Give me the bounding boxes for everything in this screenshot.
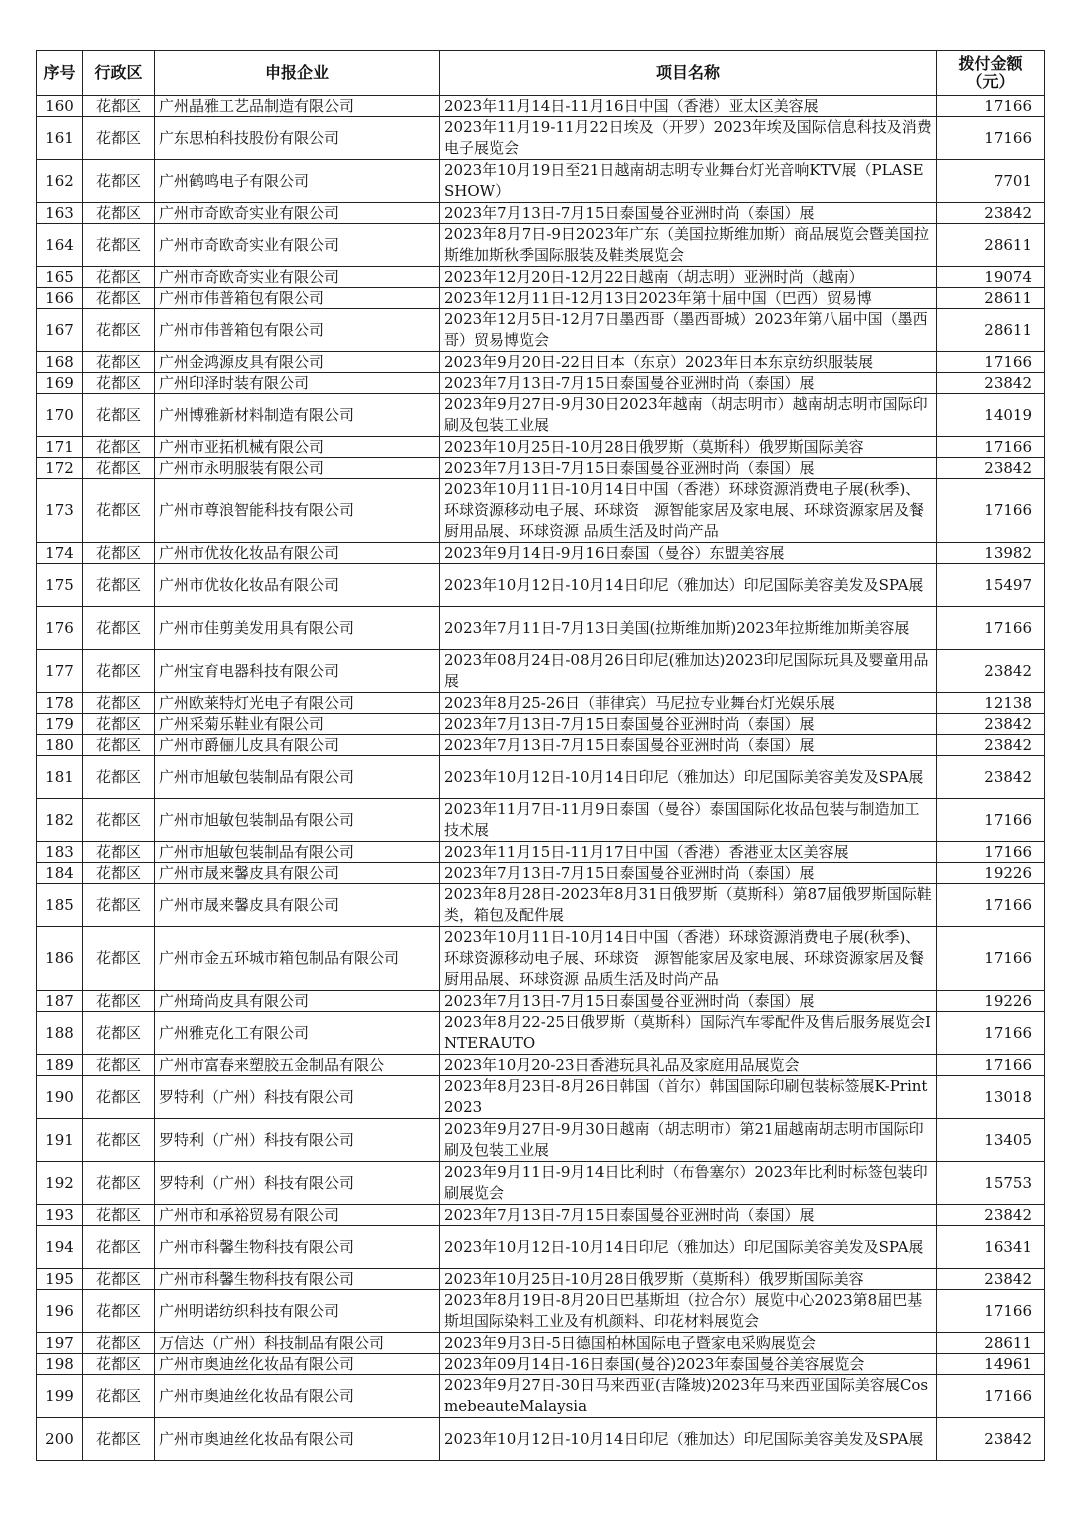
cell-project: 2023年9月27日-9月30日越南（胡志明市）第21届越南胡志明市国际印刷及包装工业展: [440, 1119, 937, 1162]
cell-company: 广州市旭敏包装制品有限公司: [155, 756, 440, 799]
cell-district: 花都区: [83, 842, 155, 863]
table-row: [37, 1162, 1045, 1205]
cell-amount: 23842: [937, 1418, 1045, 1461]
cell-company: 广州欧莱特灯光电子有限公司: [155, 693, 440, 714]
table-row: [37, 927, 1045, 991]
cell-district: 花都区: [83, 373, 155, 394]
table-row: [37, 543, 1045, 564]
cell-project: 2023年7月11日-7月13日美国(拉斯维加斯)2023年拉斯维加斯美容展: [440, 607, 937, 650]
cell-project: 2023年10月12日-10月14日印尼（雅加达）印尼国际美容美发及SPA展: [440, 1226, 937, 1269]
table-row: [37, 884, 1045, 927]
cell-serial: 162: [37, 160, 83, 203]
table-row: [37, 1354, 1045, 1375]
table-row: [37, 607, 1045, 650]
cell-project: 2023年7月13日-7月15日泰国曼谷亚洲时尚（泰国）展: [440, 714, 937, 735]
cell-company: 广州采菊乐鞋业有限公司: [155, 714, 440, 735]
cell-project: 2023年10月25日-10月28日俄罗斯（莫斯科）俄罗斯国际美容: [440, 437, 937, 458]
cell-amount: 23842: [937, 458, 1045, 479]
cell-district: 花都区: [83, 564, 155, 607]
cell-district: 花都区: [83, 160, 155, 203]
cell-amount: 28611: [937, 1333, 1045, 1354]
cell-project: 2023年11月14日-11月16日中国（香港）亚太区美容展: [440, 96, 937, 117]
table-body: [37, 96, 1045, 1461]
table-row: [37, 1375, 1045, 1418]
cell-district: 花都区: [83, 1226, 155, 1269]
cell-company: 罗特利（广州）科技有限公司: [155, 1076, 440, 1119]
cell-amount: 17166: [937, 352, 1045, 373]
table-row: [37, 1290, 1045, 1333]
table-row: [37, 479, 1045, 543]
cell-company: 广州市奇欧奇实业有限公司: [155, 203, 440, 224]
cell-serial: 184: [37, 863, 83, 884]
cell-district: 花都区: [83, 650, 155, 693]
cell-serial: 180: [37, 735, 83, 756]
cell-company: 广州琦尚皮具有限公司: [155, 991, 440, 1012]
table-row: [37, 1418, 1045, 1461]
cell-amount: 17166: [937, 1055, 1045, 1076]
cell-company: 广州金鸿源皮具有限公司: [155, 352, 440, 373]
cell-district: 花都区: [83, 1012, 155, 1055]
cell-district: 花都区: [83, 1205, 155, 1226]
cell-amount: 23842: [937, 203, 1045, 224]
table-row: [37, 267, 1045, 288]
table-row: [37, 437, 1045, 458]
table-row: [37, 394, 1045, 437]
cell-amount: 13018: [937, 1076, 1045, 1119]
cell-serial: 164: [37, 224, 83, 267]
cell-amount: 19226: [937, 863, 1045, 884]
cell-project: 2023年10月20-23日香港玩具礼品及家庭用品展览会: [440, 1055, 937, 1076]
cell-serial: 197: [37, 1333, 83, 1354]
cell-serial: 191: [37, 1119, 83, 1162]
cell-district: 花都区: [83, 224, 155, 267]
cell-company: 广州市晟来馨皮具有限公司: [155, 863, 440, 884]
table-row: [37, 352, 1045, 373]
cell-company: 广州市奥迪丝化妆品有限公司: [155, 1375, 440, 1418]
cell-district: 花都区: [83, 1119, 155, 1162]
cell-company: 广州市永明服装有限公司: [155, 458, 440, 479]
cell-project: 2023年7月13日-7月15日泰国曼谷亚洲时尚（泰国）展: [440, 373, 937, 394]
cell-project: 2023年8月25-26日（菲律宾）马尼拉专业舞台灯光娱乐展: [440, 693, 937, 714]
table-row: [37, 1205, 1045, 1226]
cell-company: 广州宝育电器科技有限公司: [155, 650, 440, 693]
cell-district: 花都区: [83, 927, 155, 991]
cell-district: 花都区: [83, 1354, 155, 1375]
cell-serial: 186: [37, 927, 83, 991]
cell-serial: 176: [37, 607, 83, 650]
cell-amount: 23842: [937, 756, 1045, 799]
cell-serial: 177: [37, 650, 83, 693]
cell-project: 2023年10月11日-10月14日中国（香港）环球资源消费电子展(秋季)、环球资源移动电子展、环球资 源智能家居及家电展、环球资源家居及餐厨用品展、环球资源 品质生活及时尚产品: [440, 479, 937, 543]
cell-project: 2023年7月13日-7月15日泰国曼谷亚洲时尚（泰国）展: [440, 735, 937, 756]
cell-project: 2023年11月19-11月22日埃及（开罗）2023年埃及国际信息科技及消费电子展览会: [440, 117, 937, 160]
cell-company: 广州市晟来馨皮具有限公司: [155, 884, 440, 927]
cell-amount: 17166: [937, 1012, 1045, 1055]
cell-project: 2023年10月25日-10月28日俄罗斯（莫斯科）俄罗斯国际美容: [440, 1269, 937, 1290]
cell-district: 花都区: [83, 267, 155, 288]
table-row: [37, 735, 1045, 756]
cell-district: 花都区: [83, 799, 155, 842]
cell-district: 花都区: [83, 1333, 155, 1354]
cell-district: 花都区: [83, 756, 155, 799]
cell-district: 花都区: [83, 863, 155, 884]
cell-company: 罗特利（广州）科技有限公司: [155, 1119, 440, 1162]
cell-serial: 199: [37, 1375, 83, 1418]
cell-company: 广东思柏科技股份有限公司: [155, 117, 440, 160]
table-row: [37, 1076, 1045, 1119]
cell-project: 2023年9月27日-9月30日2023年越南（胡志明市）越南胡志明市国际印刷及包装工业展: [440, 394, 937, 437]
cell-amount: 17166: [937, 1290, 1045, 1333]
cell-project: 2023年8月7日-9日2023年广东（美国拉斯维加斯）商品展览会暨美国拉斯维加斯秋季国际服装及鞋类展览会: [440, 224, 937, 267]
table-row: [37, 458, 1045, 479]
cell-company: 广州市尊浪智能科技有限公司: [155, 479, 440, 543]
cell-company: 广州市亚拓机械有限公司: [155, 437, 440, 458]
document-page: [36, 50, 1044, 1461]
cell-district: 花都区: [83, 991, 155, 1012]
cell-project: 2023年9月14日-9月16日泰国（曼谷）东盟美容展: [440, 543, 937, 564]
cell-project: 2023年7月13日-7月15日泰国曼谷亚洲时尚（泰国）展: [440, 863, 937, 884]
cell-company: 广州晶雅工艺品制造有限公司: [155, 96, 440, 117]
cell-serial: 190: [37, 1076, 83, 1119]
table-row: [37, 1055, 1045, 1076]
cell-district: 花都区: [83, 1055, 155, 1076]
cell-company: 广州市科馨生物科技有限公司: [155, 1226, 440, 1269]
cell-serial: 195: [37, 1269, 83, 1290]
cell-company: 广州市优妆化妆品有限公司: [155, 543, 440, 564]
cell-project: 2023年7月13日-7月15日泰国曼谷亚洲时尚（泰国）展: [440, 1205, 937, 1226]
cell-company: 广州市科馨生物科技有限公司: [155, 1269, 440, 1290]
cell-project: 2023年7月13日-7月15日泰国曼谷亚洲时尚（泰国）展: [440, 458, 937, 479]
cell-company: 广州市优妆化妆品有限公司: [155, 564, 440, 607]
cell-project: 2023年08月24日-08月26日印尼(雅加达)2023印尼国际玩具及婴童用品展: [440, 650, 937, 693]
cell-company: 广州市奥迪丝化妆品有限公司: [155, 1354, 440, 1375]
header-company: 申报企业: [155, 51, 440, 96]
header-project: 项目名称: [440, 51, 937, 96]
cell-district: 花都区: [83, 458, 155, 479]
cell-district: 花都区: [83, 437, 155, 458]
cell-amount: 17166: [937, 842, 1045, 863]
cell-serial: 171: [37, 437, 83, 458]
table-row: [37, 160, 1045, 203]
cell-project: 2023年10月11日-10月14日中国（香港）环球资源消费电子展(秋季)、环球资源移动电子展、环球资 源智能家居及家电展、环球资源家居及餐厨用品展、环球资源 品质生活及时尚产品: [440, 927, 937, 991]
table-row: [37, 564, 1045, 607]
cell-serial: 173: [37, 479, 83, 543]
cell-district: 花都区: [83, 607, 155, 650]
cell-district: 花都区: [83, 884, 155, 927]
cell-serial: 163: [37, 203, 83, 224]
cell-amount: 16341: [937, 1226, 1045, 1269]
cell-company: 广州市和承裕贸易有限公司: [155, 1205, 440, 1226]
cell-serial: 185: [37, 884, 83, 927]
cell-project: 2023年8月19日-8月20日巴基斯坦（拉合尔）展览中心2023第8届巴基斯坦国际染料工业及有机颜料、印花材料展览会: [440, 1290, 937, 1333]
cell-project: 2023年9月3日-5日德国柏林国际电子暨家电采购展览会: [440, 1333, 937, 1354]
cell-serial: 172: [37, 458, 83, 479]
cell-company: 广州鹤鸣电子有限公司: [155, 160, 440, 203]
cell-amount: 23842: [937, 1205, 1045, 1226]
cell-district: 花都区: [83, 288, 155, 309]
cell-amount: 28611: [937, 309, 1045, 352]
cell-serial: 174: [37, 543, 83, 564]
cell-serial: 168: [37, 352, 83, 373]
cell-amount: 12138: [937, 693, 1045, 714]
cell-serial: 193: [37, 1205, 83, 1226]
table-row: [37, 799, 1045, 842]
table-row: [37, 1119, 1045, 1162]
cell-amount: 7701: [937, 160, 1045, 203]
cell-serial: 196: [37, 1290, 83, 1333]
cell-project: 2023年7月13日-7月15日泰国曼谷亚洲时尚（泰国）展: [440, 203, 937, 224]
cell-company: 广州市旭敏包装制品有限公司: [155, 799, 440, 842]
cell-district: 花都区: [83, 117, 155, 160]
cell-project: 2023年8月23日-8月26日韩国（首尔）韩国国际印刷包装标签展K-Print2023: [440, 1076, 937, 1119]
cell-serial: 167: [37, 309, 83, 352]
cell-amount: 17166: [937, 607, 1045, 650]
table-row: [37, 650, 1045, 693]
cell-amount: 13982: [937, 543, 1045, 564]
cell-project: 2023年7月13日-7月15日泰国曼谷亚洲时尚（泰国）展: [440, 991, 937, 1012]
cell-serial: 194: [37, 1226, 83, 1269]
table-row: [37, 224, 1045, 267]
cell-serial: 192: [37, 1162, 83, 1205]
cell-amount: 28611: [937, 288, 1045, 309]
cell-company: 广州市伟普箱包有限公司: [155, 309, 440, 352]
cell-project: 2023年10月19日至21日越南胡志明专业舞台灯光音响KTV展（PLASESHOW）: [440, 160, 937, 203]
cell-project: 2023年11月15日-11月17日中国（香港）香港亚太区美容展: [440, 842, 937, 863]
cell-project: 2023年10月12日-10月14日印尼（雅加达）印尼国际美容美发及SPA展: [440, 756, 937, 799]
table-row: [37, 1226, 1045, 1269]
cell-amount: 23842: [937, 650, 1045, 693]
cell-district: 花都区: [83, 309, 155, 352]
cell-serial: 182: [37, 799, 83, 842]
cell-amount: 23842: [937, 714, 1045, 735]
cell-serial: 188: [37, 1012, 83, 1055]
cell-district: 花都区: [83, 479, 155, 543]
cell-district: 花都区: [83, 394, 155, 437]
cell-company: 广州印泽时装有限公司: [155, 373, 440, 394]
cell-serial: 161: [37, 117, 83, 160]
table-row: [37, 203, 1045, 224]
cell-company: 广州市爵俪儿皮具有限公司: [155, 735, 440, 756]
table-row: [37, 117, 1045, 160]
table-row: [37, 863, 1045, 884]
cell-serial: 160: [37, 96, 83, 117]
cell-serial: 179: [37, 714, 83, 735]
cell-amount: 17166: [937, 799, 1045, 842]
cell-district: 花都区: [83, 543, 155, 564]
cell-company: 广州市伟普箱包有限公司: [155, 288, 440, 309]
cell-serial: 166: [37, 288, 83, 309]
cell-serial: 189: [37, 1055, 83, 1076]
cell-district: 花都区: [83, 1418, 155, 1461]
cell-project: 2023年09月14日-16日泰国(曼谷)2023年泰国曼谷美容展览会: [440, 1354, 937, 1375]
cell-company: 广州雅克化工有限公司: [155, 1012, 440, 1055]
cell-company: 广州明诺纺织科技有限公司: [155, 1290, 440, 1333]
cell-district: 花都区: [83, 203, 155, 224]
cell-amount: 17166: [937, 479, 1045, 543]
cell-project: 2023年12月20日-12月22日越南（胡志明）亚洲时尚（越南）: [440, 267, 937, 288]
cell-project: 2023年12月5日-12月7日墨西哥（墨西哥城）2023年第八届中国（墨西哥）贸易博览会: [440, 309, 937, 352]
cell-company: 万信达（广州）科技制品有限公司: [155, 1333, 440, 1354]
cell-company: 罗特利（广州）科技有限公司: [155, 1162, 440, 1205]
cell-serial: 169: [37, 373, 83, 394]
cell-amount: 15497: [937, 564, 1045, 607]
cell-district: 花都区: [83, 714, 155, 735]
cell-amount: 17166: [937, 117, 1045, 160]
cell-district: 花都区: [83, 352, 155, 373]
cell-company: 广州市金五环城市箱包制品有限公司: [155, 927, 440, 991]
cell-serial: 181: [37, 756, 83, 799]
cell-district: 花都区: [83, 1375, 155, 1418]
cell-project: 2023年12月11日-12月13日2023年第十届中国（巴西）贸易博: [440, 288, 937, 309]
cell-district: 花都区: [83, 96, 155, 117]
table-row: [37, 842, 1045, 863]
cell-amount: 17166: [937, 1375, 1045, 1418]
cell-company: 广州博雅新材料制造有限公司: [155, 394, 440, 437]
table-row: [37, 309, 1045, 352]
cell-district: 花都区: [83, 1290, 155, 1333]
cell-project: 2023年8月22-25日俄罗斯（莫斯科）国际汽车零配件及售后服务展览会INTERAUTO: [440, 1012, 937, 1055]
header-amount: 拨付金额 （元）: [937, 51, 1045, 96]
cell-amount: 14961: [937, 1354, 1045, 1375]
cell-district: 花都区: [83, 693, 155, 714]
cell-serial: 198: [37, 1354, 83, 1375]
funding-table: [36, 50, 1045, 1461]
table-row: [37, 96, 1045, 117]
cell-serial: 165: [37, 267, 83, 288]
cell-amount: 23842: [937, 373, 1045, 394]
cell-company: 广州市奇欧奇实业有限公司: [155, 267, 440, 288]
cell-serial: 183: [37, 842, 83, 863]
table-row: [37, 1333, 1045, 1354]
cell-project: 2023年10月12日-10月14日印尼（雅加达）印尼国际美容美发及SPA展: [440, 1418, 937, 1461]
cell-amount: 17166: [937, 884, 1045, 927]
table-row: [37, 693, 1045, 714]
cell-district: 花都区: [83, 1076, 155, 1119]
cell-district: 花都区: [83, 735, 155, 756]
cell-serial: 175: [37, 564, 83, 607]
cell-project: 2023年10月12日-10月14日印尼（雅加达）印尼国际美容美发及SPA展: [440, 564, 937, 607]
cell-project: 2023年8月28日-2023年8月31日俄罗斯（莫斯科）第87届俄罗斯国际鞋类，箱包及配件展: [440, 884, 937, 927]
cell-amount: 23842: [937, 1269, 1045, 1290]
cell-district: 花都区: [83, 1269, 155, 1290]
table-row: [37, 1012, 1045, 1055]
cell-amount: 17166: [937, 96, 1045, 117]
table-row: [37, 714, 1045, 735]
cell-amount: 17166: [937, 927, 1045, 991]
header-serial: 序号: [37, 51, 83, 96]
cell-amount: 17166: [937, 437, 1045, 458]
header-district: 行政区: [83, 51, 155, 96]
cell-serial: 187: [37, 991, 83, 1012]
cell-amount: 19074: [937, 267, 1045, 288]
cell-company: 广州市旭敏包装制品有限公司: [155, 842, 440, 863]
cell-project: 2023年11月7日-11月9日泰国（曼谷）泰国国际化妆品包装与制造加工技术展: [440, 799, 937, 842]
cell-serial: 170: [37, 394, 83, 437]
cell-district: 花都区: [83, 1162, 155, 1205]
cell-serial: 178: [37, 693, 83, 714]
cell-company: 广州市奇欧奇实业有限公司: [155, 224, 440, 267]
cell-project: 2023年9月20日-22日日本（东京）2023年日本东京纺织服装展: [440, 352, 937, 373]
table-row: [37, 1269, 1045, 1290]
cell-company: 广州市奥迪丝化妆品有限公司: [155, 1418, 440, 1461]
cell-project: 2023年9月27日-30日马来西亚(吉隆坡)2023年马来西亚国际美容展CosmebeauteMalaysia: [440, 1375, 937, 1418]
table-row: [37, 373, 1045, 394]
cell-company: 广州市佳剪美发用具有限公司: [155, 607, 440, 650]
table-row: [37, 991, 1045, 1012]
cell-amount: 13405: [937, 1119, 1045, 1162]
cell-amount: 15753: [937, 1162, 1045, 1205]
table-row: [37, 756, 1045, 799]
cell-amount: 14019: [937, 394, 1045, 437]
cell-project: 2023年9月11日-9月14日比利时（布鲁塞尔）2023年比利时标签包装印刷展览会: [440, 1162, 937, 1205]
table-row: [37, 288, 1045, 309]
cell-amount: 23842: [937, 735, 1045, 756]
cell-amount: 19226: [937, 991, 1045, 1012]
table-header-row: [37, 51, 1045, 96]
cell-company: 广州市富春来塑胶五金制品有限公: [155, 1055, 440, 1076]
cell-serial: 200: [37, 1418, 83, 1461]
cell-amount: 28611: [937, 224, 1045, 267]
